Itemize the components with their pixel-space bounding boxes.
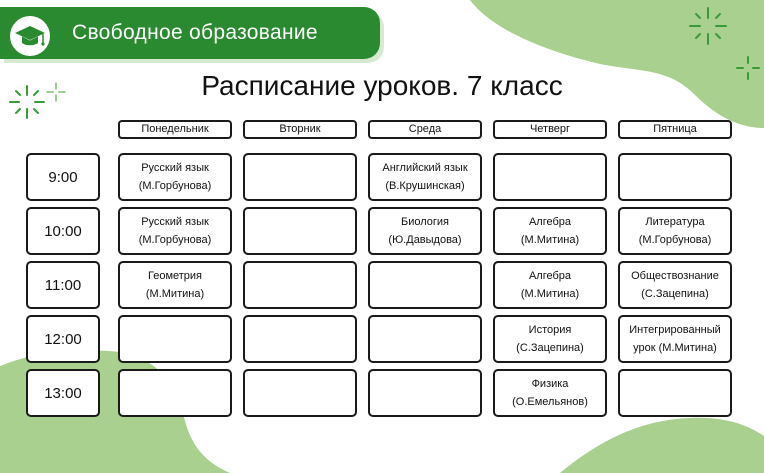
day-header: Пятница	[618, 120, 732, 139]
brand-banner	[0, 7, 380, 59]
lesson-cell	[243, 153, 357, 201]
lesson-cell	[243, 315, 357, 363]
green-blob-top-right	[470, 0, 764, 128]
logo	[10, 16, 50, 56]
lesson-teacher: (М.Митина)	[520, 288, 580, 300]
day-header: Вторник	[243, 120, 357, 139]
lesson-cell	[368, 369, 482, 417]
lesson-teacher: (М.Митина)	[145, 288, 205, 300]
lesson-cell	[243, 261, 357, 309]
lesson-teacher: (Ю.Давыдова)	[388, 234, 462, 246]
lesson-teacher: (В.Крушинская)	[385, 180, 465, 192]
lesson-teacher: урок (М.Митина)	[633, 342, 717, 354]
lesson-cell	[118, 261, 232, 309]
lesson-subject: Биология	[400, 216, 449, 228]
lesson-subject: Геометрия	[147, 270, 203, 282]
lesson-cell	[118, 369, 232, 417]
lesson-teacher: (М.Митина)	[520, 234, 580, 246]
time-slot: 10:00	[26, 207, 100, 255]
green-blob-bottom-right	[560, 418, 764, 473]
lesson-cell	[368, 153, 482, 201]
lesson-cell	[493, 261, 607, 309]
lesson-subject: Алгебра	[528, 270, 572, 282]
lesson-cell	[618, 207, 732, 255]
day-header: Четверг	[493, 120, 607, 139]
lesson-cell	[618, 315, 732, 363]
time-slot: 12:00	[26, 315, 100, 363]
lesson-cell	[493, 369, 607, 417]
lesson-cell	[118, 207, 232, 255]
lesson-teacher: (М.Горбунова)	[638, 234, 712, 246]
lesson-cell	[493, 315, 607, 363]
lesson-cell	[618, 153, 732, 201]
graduation-cap-icon	[10, 16, 50, 56]
time-slot: 9:00	[26, 153, 100, 201]
page-title: Расписание уроков. 7 класс	[201, 70, 563, 101]
lesson-subject: Литература	[645, 216, 705, 228]
lesson-cell	[368, 261, 482, 309]
lesson-subject: Русский язык	[141, 216, 209, 228]
lesson-subject: Русский язык	[141, 162, 209, 174]
lesson-subject: Физика	[531, 378, 569, 390]
lesson-teacher: (С.Зацепина)	[516, 342, 584, 354]
lesson-cell	[368, 207, 482, 255]
lesson-cell	[618, 261, 732, 309]
lesson-teacher: (О.Емельянов)	[512, 396, 588, 408]
lesson-cell	[118, 315, 232, 363]
lesson-teacher: (С.Зацепина)	[641, 288, 709, 300]
day-header: Среда	[368, 120, 482, 139]
lesson-cell	[368, 315, 482, 363]
lesson-cell	[493, 207, 607, 255]
lesson-teacher: (М.Горбунова)	[138, 234, 212, 246]
lesson-cell	[618, 369, 732, 417]
time-slot: 13:00	[26, 369, 100, 417]
lesson-teacher: (М.Горбунова)	[138, 180, 212, 192]
lesson-cell	[243, 207, 357, 255]
day-header: Понедельник	[118, 120, 232, 139]
lesson-cell	[118, 153, 232, 201]
lesson-subject: Английский язык	[382, 162, 468, 174]
lesson-cell	[243, 369, 357, 417]
time-slot: 11:00	[26, 261, 100, 309]
lesson-cell	[493, 153, 607, 201]
lesson-subject: Обществознание	[631, 270, 719, 282]
lesson-subject: Алгебра	[528, 216, 572, 228]
lesson-subject: Интегрированный	[629, 324, 721, 336]
lesson-subject: История	[528, 324, 572, 336]
brand-name: Свободное образование	[72, 21, 318, 44]
